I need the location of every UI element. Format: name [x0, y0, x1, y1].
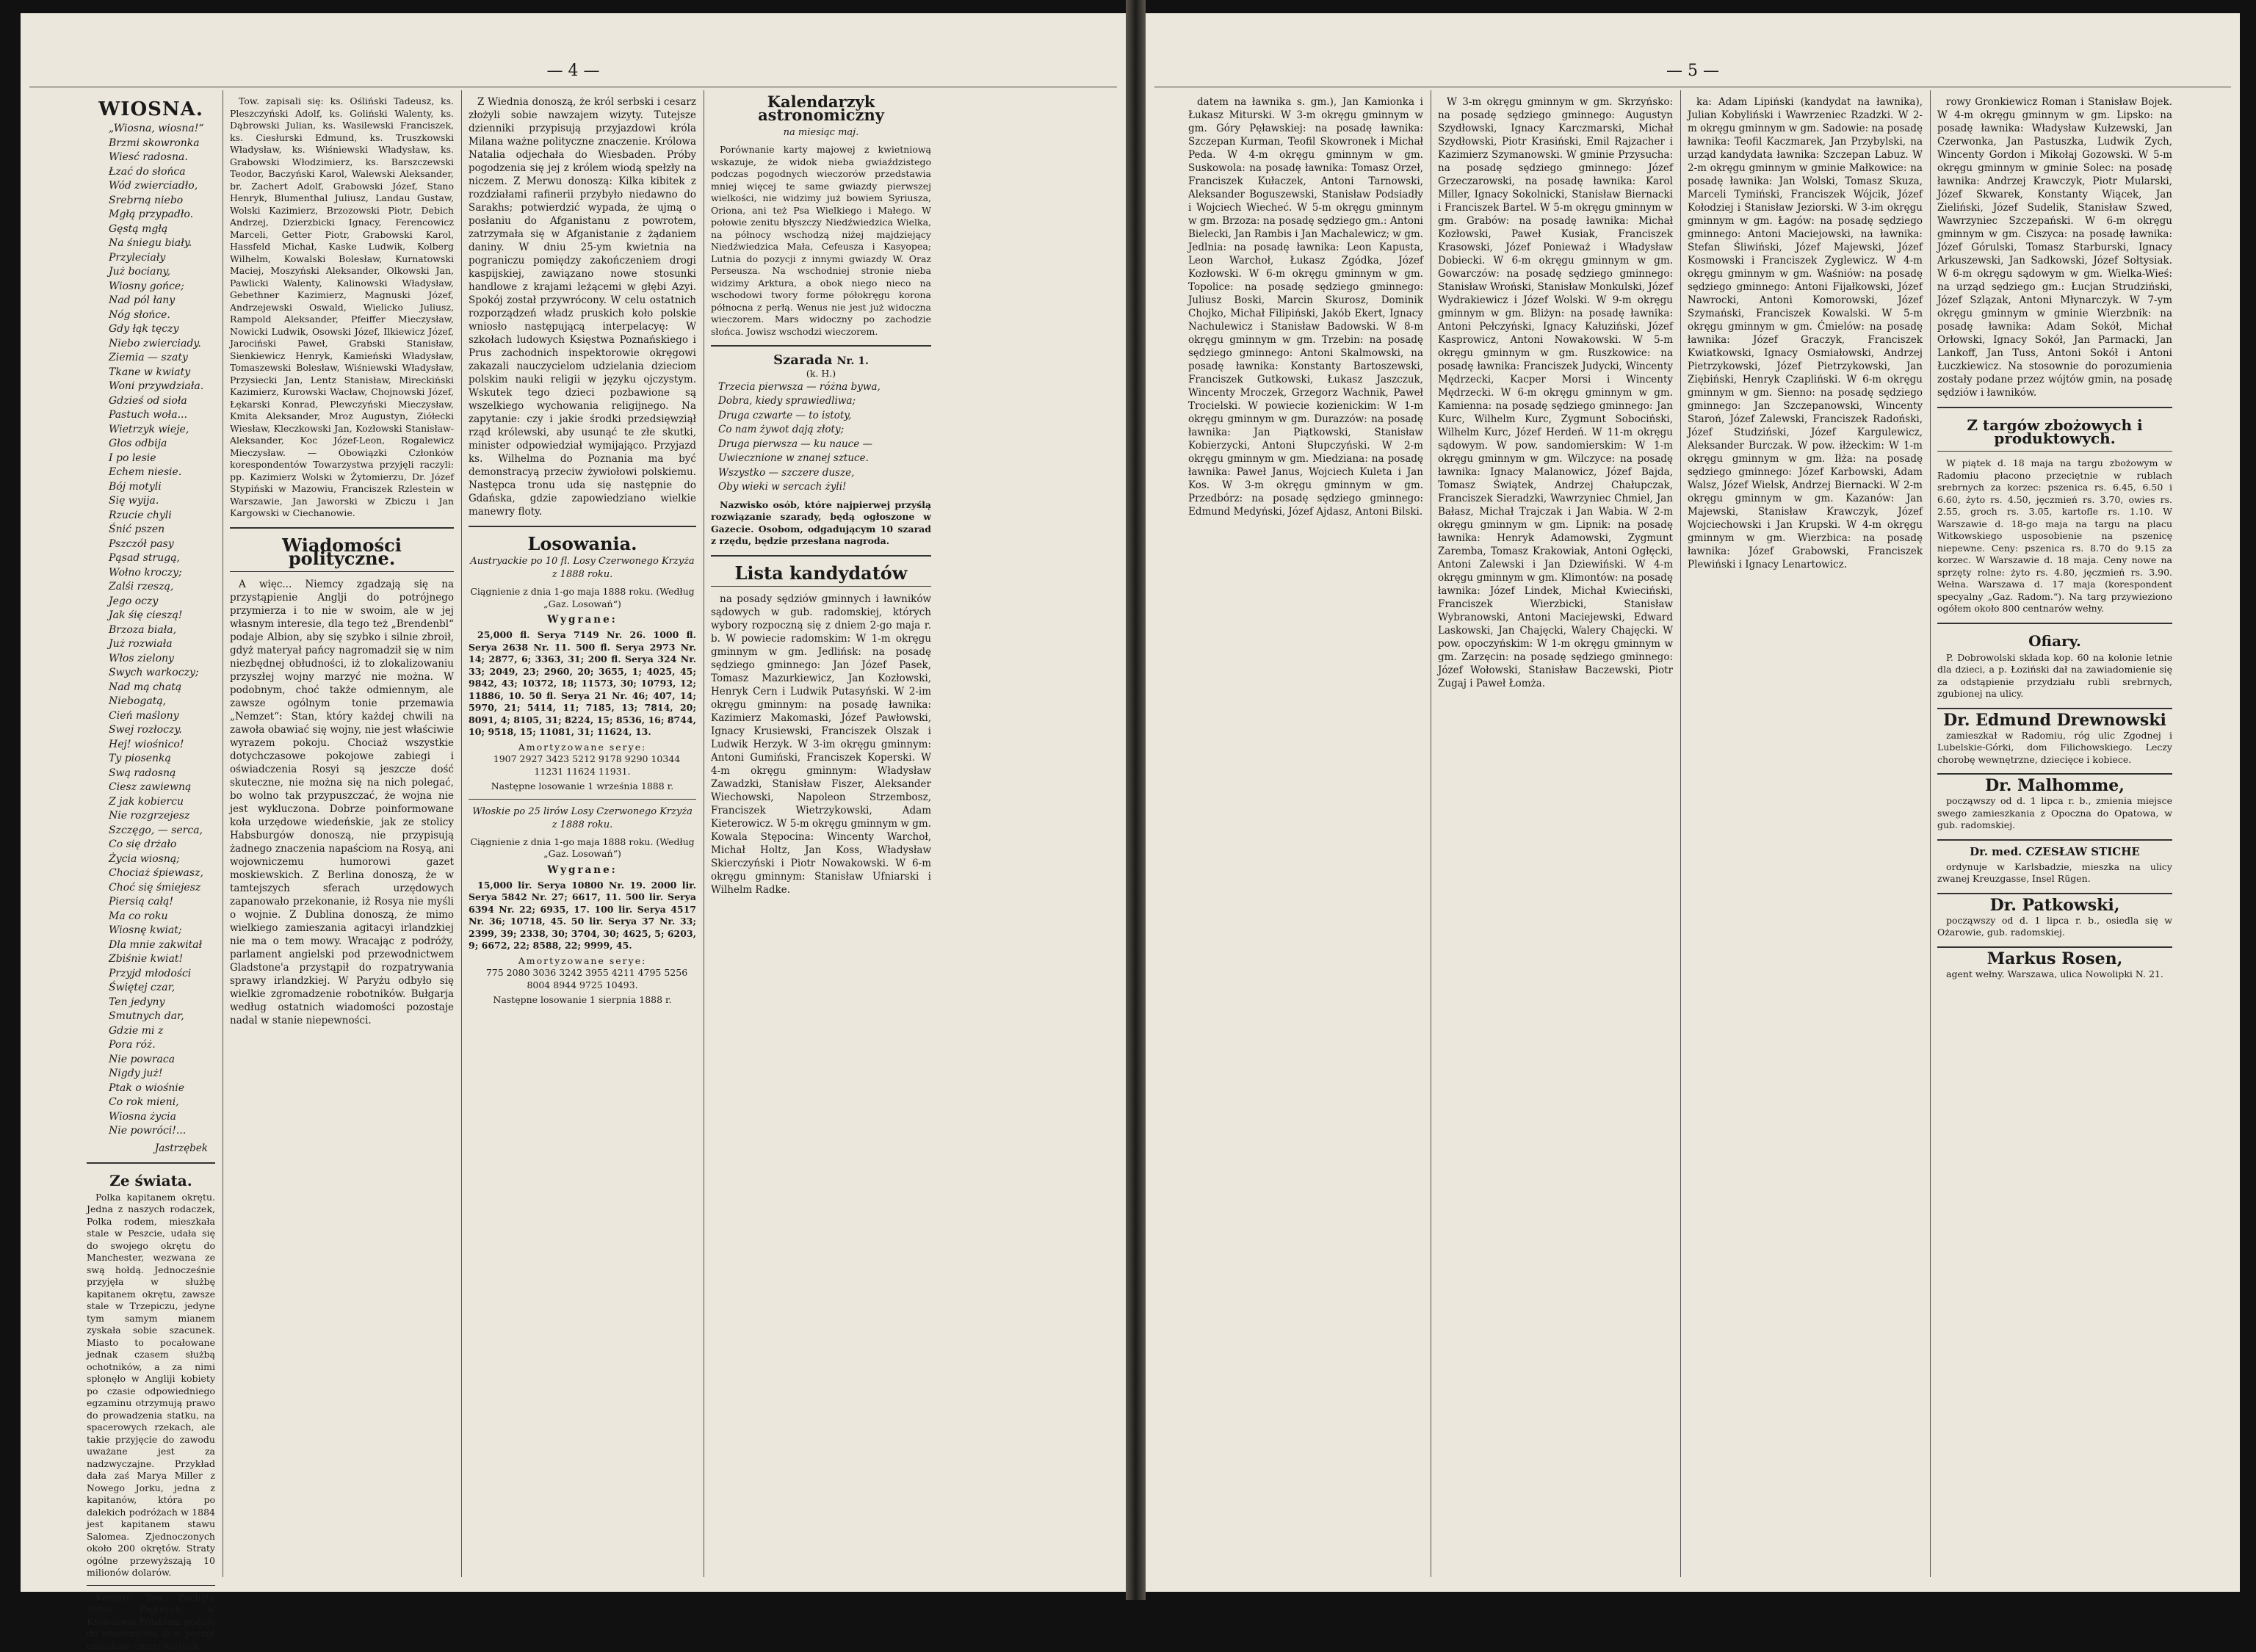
poem-line: Gdzieś od sioła: [109, 394, 215, 409]
poem-line: Nie rozgrzejesz: [109, 809, 215, 824]
lottery2-amort: 775 2080 3036 3242 3955 4211 4795 5256 8004 8944 9725 10493.: [469, 967, 696, 991]
szarada-line: Druga czwarte — to istoty,: [718, 409, 931, 424]
lottery2-title: Włoskie po 25 lirów Losy Czerwonego Krzyża z 1888 roku.: [469, 805, 696, 832]
right-col-4: [1937, 95, 2172, 1577]
poem-line: Brzmi skowronka: [109, 137, 215, 151]
section-title-losowania: Losowania.: [469, 537, 696, 551]
news-text: Z Wiednia donoszą, że król serbski i cesarz złożyli sobie nawzajem wizyty. Tutejsze dzienniki przypisują przyjazdowi króla Milana ważne polityczne znaczenie. Królowa Natalia odjechała do Wiesbaden. Próby pogodzenia się jej z królem wiodą spełzły na niczem. Z Merwu donoszą: Kilka kibitek z rozdziałami rafinerii przybyło niedawno do Sarakhs; potwierdzić wypada, że ujmą o posłaniu do Afganistanu z powrotem, zatrzymała się w Afganistanie z żądaniem daniny. W dniu 25-ym kwietnia na pograniczu pomiędzy zakończeniem drogi kaspijskiej, zawiązano nowe stosunki handlowe z krajami leżącemi w głębi Azyi. Spokój został przywrócony. W celu ostatnich rozporządzeń władz pruskich koło polskie wniosło następującą interpelacyę: W szkołach ludowych Księstwa Poznańskiego i Prus zachodnich inspektorowie okręgowi zakazali nauczycielom udzielania dzieciom polskim nauki religii w języku ojczystym. Wskutek tego dzieci pozbawione są wszelkiego wychowania religijnego. Na zapytanie: czy i jakie środki przedsięwziął rząd królewski, aby usunąć te złe skutki, minister odpowiedział wymijająco. Przyjazd ks. Wilhelma do Poznania ma być demonstracyą przeciw żywiołowi polskiemu. Następca tronu uda się następnie do Gdańska, gdzie zapowiedziano wielkie manewry floty.: [469, 95, 696, 518]
column-rule: [461, 90, 462, 1577]
szarada-line: Trzecia pierwsza — różna bywa,: [718, 380, 931, 395]
poem-line: I po lesie: [109, 452, 215, 466]
ad-malhomme-name: Dr. Malhomme,: [1937, 773, 2172, 792]
poem-line: Dla mnie zakwitał: [109, 938, 215, 953]
poem-line: Echem niesie.: [109, 465, 215, 480]
poem-line: Zalśi rzeszą,: [109, 580, 215, 595]
lottery1-amort: 1907 2927 3423 5212 9178 9290 10344 11231 11624 11931.: [469, 753, 696, 778]
poem-line: Ziemia — szaty: [109, 351, 215, 366]
ad-drewnowski-text: zamieszkał w Radomiu, róg ulic Zgodnej i Lubelskie-Górki, dom Filichowskiego. Leczy chorobę wewnętrzne, dziecięce i kobiece.: [1937, 730, 2172, 767]
rule: [87, 1162, 215, 1164]
rule: [230, 571, 454, 572]
szarada-line: Druga pierwsza — ku nauce —: [718, 438, 931, 452]
ad-patkowski-text: począwszy od d. 1 lipca r. b., osiedla się w Ożarowie, gub. radomskiej.: [1937, 915, 2172, 939]
poem-line: Co rok mieni,: [109, 1095, 215, 1110]
poem-line: Ciesz zawiewną: [109, 780, 215, 795]
poem-line: Wołno kroczy;: [109, 566, 215, 581]
poem-line: Gdzie mi z: [109, 1024, 215, 1039]
poem-line: Swą radosną: [109, 767, 215, 781]
lottery2-next: Następne losowanie 1 sierpnia 1888 r.: [469, 994, 696, 1007]
lottery1-text: 25,000 fl. Serya 7149 Nr. 26. 1000 fl. Serya 2638 Nr. 11. 500 fl. Serya 2973 Nr. 14; 2877, 6; 3363, 31; 200 fl. Serya 324 Nr. 33; 2049, 23; 2960, 20; 3655, 1; 4025, 45; 9842, 43; 10372, 18; 11573, 30; 10793, 12; 11886, 10. 50 fl. Serya 21 Nr. 46; 407, 14; 5970, 21; 5414, 11; 7185, 13; 7814, 20; 8091, 4; 8105, 31; 8224, 15; 8536, 16; 8744, 10; 9518, 15; 11081, 31; 11624, 13.: [469, 629, 696, 739]
column-rule: [1930, 90, 1931, 1577]
rule: [711, 555, 931, 557]
rule: [87, 1585, 215, 1586]
poem-line: Gęstą mgłą: [109, 222, 215, 237]
poem-line: Ty piosenką: [109, 752, 215, 767]
left-col-4: [711, 95, 931, 1577]
poem-line: Wiesć radosna.: [109, 151, 215, 165]
poem-line: Już rozwiała: [109, 637, 215, 652]
poem-line: Woni przywdziała.: [109, 380, 215, 394]
poem-line: Wiosnę kwiat;: [109, 924, 215, 938]
rule: [469, 526, 696, 527]
poem-line: Co się drżało: [109, 838, 215, 852]
poem-line: Przyjd młodości: [109, 967, 215, 982]
poem-signature: Jastrzębek: [87, 1142, 208, 1155]
section-title-ze-swiata: Ze świata.: [87, 1174, 215, 1187]
ad-stiche-name: Dr. med. CZESŁAW STICHE: [1937, 839, 2172, 858]
ad-drewnowski-name: Dr. Edmund Drewnowski: [1937, 708, 2172, 727]
komitet-text: Komitet Tow. Zachęty Sztuk Pięknych w Królestwie Polskiem podaje do wiadomości, iż w poczet członków rzeczywistych: [87, 1592, 215, 1652]
lottery1-sub: Ciągnienie z dnia 1-go maja 1888 roku. (Według „Gaz. Losowań“): [469, 586, 696, 610]
rule: [711, 345, 931, 347]
poem-line: Nie powraca: [109, 1053, 215, 1068]
rule: [230, 527, 454, 529]
right-page: [1146, 13, 2240, 1592]
poem-line: Hej! wiośnico!: [109, 738, 215, 753]
szarada-title: [711, 354, 931, 368]
candidates-text-3: ka: Adam Lipiński (kandydat na ławnika), Julian Kobyliński i Wawrzeniec Rzadzki. W 2-m okręgu gminnym w gm. Sadowie: na posadę ławnika: Teofil Kaczmarek, Jan Przybylski, na urząd kandydata ławnika: Szczepan Labuz. W 2-m okręgu gminnym w gminie Małkowice: na posadę ławnika: Jan Wolski, Tomasz Skuza, Marceli Tymiński, Franciszek Wójcik, Józef Kołodziej i Stanisław Jeziorski. W 3-im okręgu gminnym w gm. Łagów: na posadę sędziego gminnego: Antoni Maciejowski, na ławnika: Stefan Śliwiński, Józef Majewski, Józef Kosmowski i Franciszek Zyglewicz. W 4-m okręgu gminnym w gm. Waśniów: na posadę sędziego gminnego: Antoni Fijałkowski, Józef Nawrocki, Antoni Komorowski, Józef Szymański, Franciszek Kowalski. W 5-m okręgu gminnym w gm. Ćmielów: na posadę ławnika: Józef Graczyk, Franciszek Kwiatkowski, Ignacy Osmiałowski, Andrzej Pietrzykowski, Józef Pietrzykowski, Jan Ziębiński, Henryk Czapliński. W 6-m okręgu gminnym w gm. Sienno: na posadę sędziego gminnego: Jan Szczepanowski, Wincenty Staroń, Józef Zalewski, Franciszek Radoński, Józef Studziński, Józef Kargulewicz, Aleksander Burczak. W pow. iłżeckim: W 1-m okręgu gminnym w gm. Iłża: na posadę sędziego gminnego: Józef Karbowski, Adam Walsz, Józef Wielsk, Andrzej Biernacki. W 2-m okręgu gminnym w gm. Kazanów: Jan Majewski, Stanisław Krawczyk, Józef Wojciechowski i Jan Krupski. W 4-m okręgu gminnym w gm. Wierzbica: na posadę ławnika: Józef Grabowski, Franciszek Plewiński i Ignacy Lenartowicz.: [1688, 95, 1923, 571]
poem-line: Nad pól łany: [109, 294, 215, 308]
poem-line: Nigdy już!: [109, 1067, 215, 1082]
poem-line: Z jak kobiercu: [109, 795, 215, 810]
szarada-line: Co nam żywot dają złoty;: [718, 423, 931, 438]
szarada-line: Oby wieki w sercach żyli!: [718, 480, 931, 495]
szarada-lines: [711, 380, 931, 495]
poem-line: Tkane w kwiaty: [109, 366, 215, 380]
poem-line: Głos odbija: [109, 437, 215, 452]
kalendarzyk-subtitle: na miesiąc maj.: [711, 126, 931, 140]
right-col-2: [1438, 95, 1673, 1577]
page-number-left: — 4 —: [21, 62, 1126, 80]
poem-line: Zbiśnie kwiat!: [109, 952, 215, 967]
section-title-ofiary: Ofiary.: [1937, 634, 2172, 648]
poem-line: Już bociany,: [109, 265, 215, 280]
poem-line: Gdy łąk tęczy: [109, 322, 215, 337]
poem-line: Wiosna życia: [109, 1110, 215, 1125]
left-col-1: [87, 95, 215, 1577]
poem-line: Niebo zwierciady.: [109, 337, 215, 352]
poem-line: Nad mą chatą: [109, 681, 215, 695]
members-text: Tow. zapisali się: ks. Ośliński Tadeusz, ks. Pleszczyński Adolf, ks. Goliński Walenty, ks. Dąbrowski Julian, ks. Wasilewski Franciszek, ks. Ciesłurski Edmund, ks. Truszkowski Władysław, ks. Wiśniewski Władysław, ks. Grabowski Włodzimierz, ks. Barszczewski Teodor, Baczyński Karol, Walewski Aleksander, br. Zachert Adolf, Grabowski Józef, Stano Henryk, Blumenthal Juliusz, Landau Gustaw, Wolski Kazimierz, Brzozowski Piotr, Debich Andrzej, Dzierzbicki Ignacy, Ferencowicz Marceli, Getter Piotr, Grabowski Karol, Hassfeld Michał, Kaske Ludwik, Kolberg Wilhelm, Kowalski Bolesław, Kurnatowski Maciej, Moszyński Aleksander, Olkowski Jan, Pawlicki Walenty, Kalinowski Władysław, Gebethner Kazimierz, Magnuski Józef, Andrzejewski Oswald, Wielicko Juliusz, Rampold Aleksander, Pfeiffer Mieczysław, Nowicki Ludwik, Osowski Józef, Ilkiewicz Józef, Jarociński Paweł, Grabski Stanisław, Sienkiewicz Henryk, Kamieński Władysław, Tomaszewski Bolesław, Wiśniewski Władysław, Przysiecki Jan, Lentz Stanisław, Mireckiński Kazimierz, Kurowski Wacław, Chojnowski Józef, Łękarski Konrad, Plewczyński Mieczysław, Kmita Aleksander, Mroz Augustyn, Ziółecki Wiesław, Kleczkowski Jan, Kozłowski Stanisław-Aleksander, Koc Józef-Leon, Rogalewicz Mieczysław. — Obowiązki Członków korespondentów Towarzystwa przyjęli raczyli: pp. Kazimierz Wolski w Żytomierzu, Dr. Józef Stypiński w Mazowiu, Franciszek Rzlestein w Warszawie, Jan Jaworski w Zbiczu i Jan Kargowski w Ciechanowie.: [230, 95, 454, 520]
amort-label-2: Amortyzowane serye:: [469, 955, 696, 968]
ad-malhomme-text: począwszy od d. 1 lipca r. b., zmienia miejsce swego zamieszkania z Opoczna do Opatowa, w gub. radomskiej.: [1937, 795, 2172, 832]
poem-line: Jak śię cieszą!: [109, 609, 215, 623]
page-number-right: — 5 —: [1146, 62, 2240, 80]
rule: [1937, 451, 2172, 452]
section-title-wiadomosci: Wiadomości polityczne.: [230, 539, 454, 565]
poem-line: Swych warkoczy;: [109, 666, 215, 681]
rule: [1937, 407, 2172, 408]
kalendarzyk-text: Porównanie karty majowej z kwietniową wskazuje, że widok nieba gwiaździstego podczas pogodnych wieczorów przedstawia mniej więcej te same gwiazdy pierwszej wielkości, nie widzimy już bowiem Syriusza, Oriona, ani też Psa Wielkiego i Małego. W połowie zenitu błyszczy Niedźwiedzica Wielka, na północy wschodzą niżej majdziejący Niedźwiedzica Mała, Cefeusza i Kasyopea; Lutnia do pozycji z innymi gwiazdy W. Oraz Perseusza. Na wschodniej stronie nieba widzimy Arktura, a obok niego nieco na wschodowi twory forme półokręgu korona północna z perłą. Wenus nie jest już widoczna wieczorem. Mars widoczny po zachodzie słońca. Jowisz wschodzi wieczorem.: [711, 144, 931, 338]
poem-line: Pora róż.: [109, 1038, 215, 1053]
poem-line: Smutnych dar,: [109, 1010, 215, 1024]
ad-patkowski-name: Dr. Patkowski,: [1937, 893, 2172, 912]
candidates-text-2: W 3-m okręgu gminnym w gm. Skrzyńsko: na posadę sędziego gminnego: Augustyn Szydłowski, Ignacy Karczmarski, Michał Szydłowski, Piotr Krasiński, Emil Rajzacher i Kazimierz Szymanowski. W gminie Przysucha: na posadę sędziego gminnego: Józef Grzeczarowski, na posadę ławnika: Karol Miller, Ignacy Sokolnicki, Stanisław Biernacki i Franciszek Bartel. W 5-m okręgu gminnym w gm. Grabów: na posadę ławnika: Michał Kozłowski, Paweł Kusiak, Franciszek Krasowski, Józef Ponieważ i Władysław Dobiecki. W 6-m okręgu gminnym w gm. Gowarczów: na posadę sędziego gminnego: Stanisław Wroński, Stanisław Monkulski, Józef Wydrakiewicz i Józef Wolski. W 9-m okręgu gminnym w gm. Bliżyn: na posadę ławnika: Antoni Pełczyński, Ignacy Kałuziński, Józef Kasprowicz, Antoni Nowakowski. W 5-m okręgu gminnym w gm. Ruszkowice: na posadę ławnika: Franciszek Judycki, Wincenty Mędrzecki, Kacper Morsi i Wincenty Mędrzecki. W 6-m okręgu gminnym w gm. Kamienna: na posadę sędziego gminnego: Jan Kurc, Wilhelm Kurc, Zygmunt Sobociński, Wilhelm Kurc, Józef Herdeń. W 11-m okręgu sądowym. W pow. sandomierskim: W 1-m okręgu gminnym w gm. Wilczyce: na posadę ławnika: Ignacy Malanowicz, Józef Bajda, Tomasz Świątek, Andrzej Chałupczak, Franciszek Sieradzki, Wawrzyniec Chmiel, Jan Bałasz, Michał Trajczak i Jan Wabia. W 2-m okręgu gminnym w gm. Lipnik: na posadę ławnika: Henryk Adamowski, Zygmunt Zaremba, Tomasz Krakowiak, Antoni Ogłęcki, Antoni Zalewski i Jan Dziewiński. W 4-m okręgu gminnym w gm. Klimontów: na posadę ławnika: Józef Lindek, Michał Kwieciński, Franciszek Wierzbicki, Stanisław Wybranowski, Antoni Maciejewski, Edward Laskowski, Jan Chajęcki, Walery Chajęcki. W pow. opoczyńskim: W 1-m okręgu gminnym w gm. Zarzęcin: na posadę sędziego gminnego: Józef Wołowski, Stanisław Baczewski, Piotr Zugaj i Paweł Łomża.: [1438, 95, 1673, 690]
section-title-targi: Z targów zbożowych i produktowych.: [1937, 419, 2172, 445]
book-gutter: [1126, 0, 1146, 1600]
lottery2-text: 15,000 lir. Serya 10800 Nr. 19. 2000 lir. Serya 5842 Nr. 27; 6617, 11. 500 lir. Serya 6394 Nr. 22; 6935, 17. 100 lir. Serya 4517 Nr. 36; 10718, 45. 50 lir. Serya 37 Nr. 33; 2399, 39; 2338, 30; 3704, 30; 4625, 5; 6203, 9; 6672, 22; 8588, 22; 9999, 45.: [469, 880, 696, 952]
poem-line: Ptak o wiośnie: [109, 1082, 215, 1096]
offers-text: P. Dobrowolski składa kop. 60 na kolonie letnie dla dzieci, a p. Łoziński dał na zawiadomienie się za odstąpienie przydziału rubli srebrnych, zgubionej na ulicy.: [1937, 652, 2172, 700]
poem-line: Nie powróci!...: [109, 1124, 215, 1139]
rule: [469, 799, 696, 800]
poem-line: Wiosny gońce;: [109, 280, 215, 294]
lista-text: na posady sędziów gminnych i ławników sądowych w gub. radomskiej, których wybory rozpoczną się z dniem 2-go maja r. b. W powiecie radomskim: W 1-m okręgu gminnym w gm. Jedlińsk: na posadę sędziego gminnego: Jan Józef Pasek, Tomasz Mazurkiewicz, Jan Kozłowski, Henryk Cern i Ludwik Putasyński. W 2-im okręgu gminnym: na posadę ławnika: Kazimierz Makomaski, Józef Pawłowski, Ignacy Krusiewski, Franciszek Olszak i Ludwik Herzyk. W 3-im okręgu gminnym: Antoni Gumiński, Franciszek Koperski. W 4-m okręgu gminnym: Władysław Zawadzki, Stanisław Fiszer, Aleksander Wiechowski, Napoleon Strzembosz, Franciszek Wietrzykowski, Adam Kieterowicz. W 5-m okręgu gminnym w gm. Kowala Stępocina: Wincenty Warchoł, Michał Holtz, Jan Koss, Władysław Skierczyński i Piotr Nowakowski. W 6-m okręgu gminnym: Stanisław Ufniarski i Wilhelm Radke.: [711, 593, 931, 896]
poem-line: Się wyija.: [109, 494, 215, 509]
poem-line: Brzoza biała,: [109, 623, 215, 638]
right-col-1: [1188, 95, 1423, 1577]
szarada-note: Nazwisko osób, które najpierwej przyślą rozwiązanie szarady, będą ogłoszone w Gazecie. Osobom, odgadującym 10 szarad z rzędu, będzie przesłana nagroda.: [711, 499, 931, 548]
rule: [711, 586, 931, 587]
column-rule: [1680, 90, 1681, 1577]
szarada-line: Dobra, kiedy sprawiedliwa;: [718, 394, 931, 409]
candidates-text-1: datem na ławnika s. gm.), Jan Kamionka i Łukasz Miturski. W 3-m okręgu gminnym w gm. Góry Pęławskiej: na posadę ławnika: Szczepan Kurman, Teofil Skowronek i Michał Peda. W 4-m okręgu gminnym w gm. Suskowola: na posadę ławnika: Tomasz Orzeł, Franciszek Kułaczek, Antoni Tarnowski, Aleksander Boguszewski, Stanisław Podsiadły i Wojciech Wiecheć. W 5-m okręgu gminnym w gm. Brzoza: na posadę sędziego gm.: Antoni Bielecki, Jan Rambis i Jan Machalewicz; w gm. Jedlnia: na posadę ławnika: Leon Kapusta, Leon Warchoł, Łukasz Zgódka, Józef Kozłowski. W 6-m okręgu gminnym w gm. Topolice: na posadę sędziego gminnego: Juliusz Boski, Marcin Skurosz, Dominik Chojko, Michał Filipiński, Jakób Ekert, Ignacy Nachulewicz i Stanisław Badowski. W 8-m okręgu gminnym w gm. Trzebin: na posadę sędziego gminnego: Antoni Skalmowski, na posadę ławnika: Konstanty Bartoszewski, Franciszek Gutkowski, Łukasz Jaszczuk, Wincenty Mroczek, Grzegorz Wachnik, Paweł Trocielski. W powiecie kozienickim: W 1-m okręgu gminnym w gm. Durazzów: na posadę ławnika: Jan Piątkowski, Stanisław Kobierzycki, Antoni Słupczyński. W 2-m okręgu gminnym w gm. Miedziana: na posadę ławnika: Paweł Janus, Wojciech Kuleta i Jan Kos. W 3-m okręgu gminnym w gm. Przedbórz: na posadę sędziego gminnego: Edmund Medyński, Józef Ajdasz, Antoni Bilski.: [1188, 95, 1423, 518]
poem-line: Chociaż śpiewasz,: [109, 866, 215, 881]
poem-line: Na śniegu biały.: [109, 236, 215, 251]
left-col-3: [469, 95, 696, 1577]
left-col-2: [230, 95, 454, 1577]
poem-line: Jego oczy: [109, 595, 215, 609]
candidates-text-4: rowy Gronkiewicz Roman i Stanisław Bojek. W 4-m okręgu gminnym w gm. Lipsko: na posadę ławnika: Władysław Kułzewski, Jan Czerwonka, Jan Pastuszka, Ludwik Zych, Wincenty Gordon i Mikołaj Gozowski. W 5-m okręgu gminnym w gminie Solec: na posadę ławnika: Andrzej Krawczyk, Piotr Mularski, Józef Skwarek, Konstanty Wiącek, Jan Zieliński, Józef Sudelik, Stanisław Szwed, Wawrzyniec Szczepański. W 6-m okręgu gminnym w gm. Ciszyca: na posadę ławnika: Józef Górulski, Tomasz Starburski, Ignacy Arkuszewski, Jan Sadkowski, Józef Sołtysiak. W 6-m okręgu sądowym w gm. Wielka-Wieś: na urząd sędziego gm.: Łucjan Strudziński, Józef Szlązak, Antoni Młynarczyk. W 7-ym okręgu gminnym w gminie Wierzbnik: na posadę ławnika: Adam Sokół, Michał Orłowski, Ignacy Sokół, Jan Parmacki, Jan Lankoff, Jan Tuss, Antoni Sokół i Antoni Łuczkiewicz. Na stosownie do porozumienia zostały podane przez wójtów gmin, na posadę sędziów i ławników.: [1937, 95, 2172, 399]
poem-line: „Wiosna, wiosna!“: [109, 122, 215, 137]
ad-rosen-name: Markus Rosen,: [1937, 946, 2172, 966]
left-page: [21, 13, 1126, 1592]
poem-line: Cień maślony: [109, 709, 215, 724]
poem-line: Śnić pszen: [109, 523, 215, 537]
poem-line: Swej rozłoczy.: [109, 723, 215, 738]
market-text: W piątek d. 18 maja na targu zbożowym w Radomiu płacono przeciętnie w rublach srebrnych za korzec: pszenica rs. 6.45, 6.50 i 6.60, żyto rs. 4.50, jęczmień rs. 3.70, owies rs. 2.55, groch rs. 3.05, kartofle rs. 1.10. W Warszawie d. 18-go maja na targu na placu Witkowskiego usposobienie na pszenicę niepewne. Ceny: pszenica rs. 8.70 do 9.15 za korzec. W Warszawie d. 18 maja. Ceny nowe na sprzęty rolne: żyto rs. 4.80, jęczmień rs. 3.90. Wełna. Warszawa d. 17 maja (korespondent specyalny „Gaz. Radom.“). Na targ przywieziono ogółem około 800 centnarów wełny.: [1937, 457, 2172, 615]
wygrane-label: Wygrane:: [469, 613, 696, 626]
poem-line: Ma co roku: [109, 910, 215, 924]
ad-stiche-text: ordynuje w Karlsbadzie, mieszka na ulicy zwanej Kreuzgasse, Insel Rügen.: [1937, 861, 2172, 885]
poem-line: Ten jedyny: [109, 996, 215, 1010]
poem-line: Wód zwierciadło,: [109, 179, 215, 194]
poem-line: Szczęgo, — serca,: [109, 824, 215, 838]
poem-line: Życia wiosną;: [109, 852, 215, 867]
lottery1-title: Austryackie po 10 fl. Losy Czerwonego Krzyża z 1888 roku.: [469, 555, 696, 582]
poem-line: Bój motyli: [109, 480, 215, 495]
section-title-kalendarzyk: Kalendarzyk astronomiczny: [711, 95, 931, 122]
poem-line: Pastuch woła...: [109, 408, 215, 423]
szarada-author: (k. H.): [711, 368, 931, 380]
poem-line: Nóg słońce.: [109, 308, 215, 323]
amort-label: Amortyzowane serye:: [469, 742, 696, 754]
poem-line: Włos zielony: [109, 652, 215, 667]
poem: [87, 122, 215, 1139]
poem-line: Przyleciały: [109, 251, 215, 266]
poem-line: Piersią całą!: [109, 895, 215, 910]
poem-line: Łzać do słońca: [109, 165, 215, 180]
poem-line: Choć się śmiejesz: [109, 881, 215, 896]
lottery1-next: Następne losowanie 1 września 1888 r.: [469, 780, 696, 793]
poem-line: Rzucie chyli: [109, 509, 215, 524]
section-title-lista: Lista kandydatów: [711, 567, 931, 580]
szarada-label: Szarada: [773, 352, 832, 368]
poem-line: Pąsad strugą,: [109, 551, 215, 566]
ze-swiata-text: Polka kapitanem okrętu. Jedna z naszych rodaczek, Polka rodem, mieszkała stale w Peszcie, udała się do swojego okrętu do Manchester, wezwana ze swą hołdą. Jednocześnie przyjęła w służbę kapitanem okrętu, zawsze stale w Trzepiczu, jedyne tym samym mianem zyskała sobie szacunek. Miasto to pocałowane jednak czasem służbą ochotników, a za nimi spłonęło w Angliji kobiety po czasie odpowiedniego egzaminu otrzymują prawo do prowadzenia statku, na spacerowych rzekach, ale takie przyjęcie do zawodu uważane jest za nadzwyczajne. Przykład dała zaś Marya Miller z Nowego Jorku, jedna z kapitanów, która po dalekich podróżach w 1884 jest kapitanem stawu Salomea. Zjednoczonych około 200 okrętów. Straty ogólne przewyższają 10 milionów dolarów.: [87, 1192, 215, 1579]
wygrane-label-2: Wygrane:: [469, 863, 696, 877]
szarada-number: Nr. 1.: [837, 355, 869, 367]
poem-line: Mgłą przypadło.: [109, 208, 215, 222]
poem-line: Świętej czar,: [109, 981, 215, 996]
rule: [1937, 623, 2172, 624]
poem-line: Niebogatą,: [109, 695, 215, 709]
politics-text: A więc... Niemcy zgadzają się na przystąpienie Anglji do potrójnego przymierza i to nie w swoim, ale w jej własnym interesie, dla tego też „Brendenbl“ podaje Albion, aby się szybko i silnie zbroił, gdyż materyał pańcy nagromadził się w nim niezbędnej obłudności, iż to zlokalizowaniu przyszłej wojny marzyć nie można. W podobnym, choć także odmiennym, ale zawsze ogólnym tonie przemawia „Nemzet“: Stan, który każdej chwili na zawoła obawiać się wojny, nie jest właściwie wyrazem pokoju. Chociaż wszystkie dotychczasowe pokojowe zabiegi i oświadczenia Rosyi są jeszcze dość skuteczne, nie można się na nich polegać, bo wolno tak przypuszczać, że wojna nie jest wykluczona. Dobrze poinformowane koła urzędowe wiedeńskie, jak ze stolicy Habsburgów donoszą, nie przypisują żadnego znaczenia napaściom na Rosyą, ani wojowniczemu humorowi gazet moskiewskich. Z Berlina donoszą, że w tamtejszych sferach urzędowych zapanowało przekonanie, iż Rosya nie myśli o wojnie. Z Dublina donoszą, że mimo wielkiego zamieszania agitacyi irlandzkiej nie ma o tem mowy. Wracając z podróży, parlament angielski pod przewodnictwem Gladstone'a przystąpił do rozpatrywania sprawy irlandzkiej. W Paryżu odbyło się wielkie zgromadzenie robotników. Bułgarja według ostatnich wiadomości pozostaje nadal w stanie niepewności.: [230, 578, 454, 1027]
ad-rosen-text: agent wełny. Warszawa, ulica Nowolipki N. 21.: [1937, 968, 2172, 981]
poem-line: Wietrzyk wieje,: [109, 423, 215, 438]
lottery2-sub: Ciągnienie z dnia 1-go maja 1888 roku. (Według „Gaz. Losowań“): [469, 836, 696, 861]
poem-line: Pszczół pasy: [109, 537, 215, 552]
right-col-3: [1688, 95, 1923, 1577]
poem-title: WIOSNA.: [87, 103, 215, 116]
szarada-line: Wszystko — szczere dusze,: [718, 466, 931, 481]
poem-line: Srebrną niebo: [109, 194, 215, 209]
szarada-line: Uwiecznione w znanej sztuce.: [718, 452, 931, 466]
